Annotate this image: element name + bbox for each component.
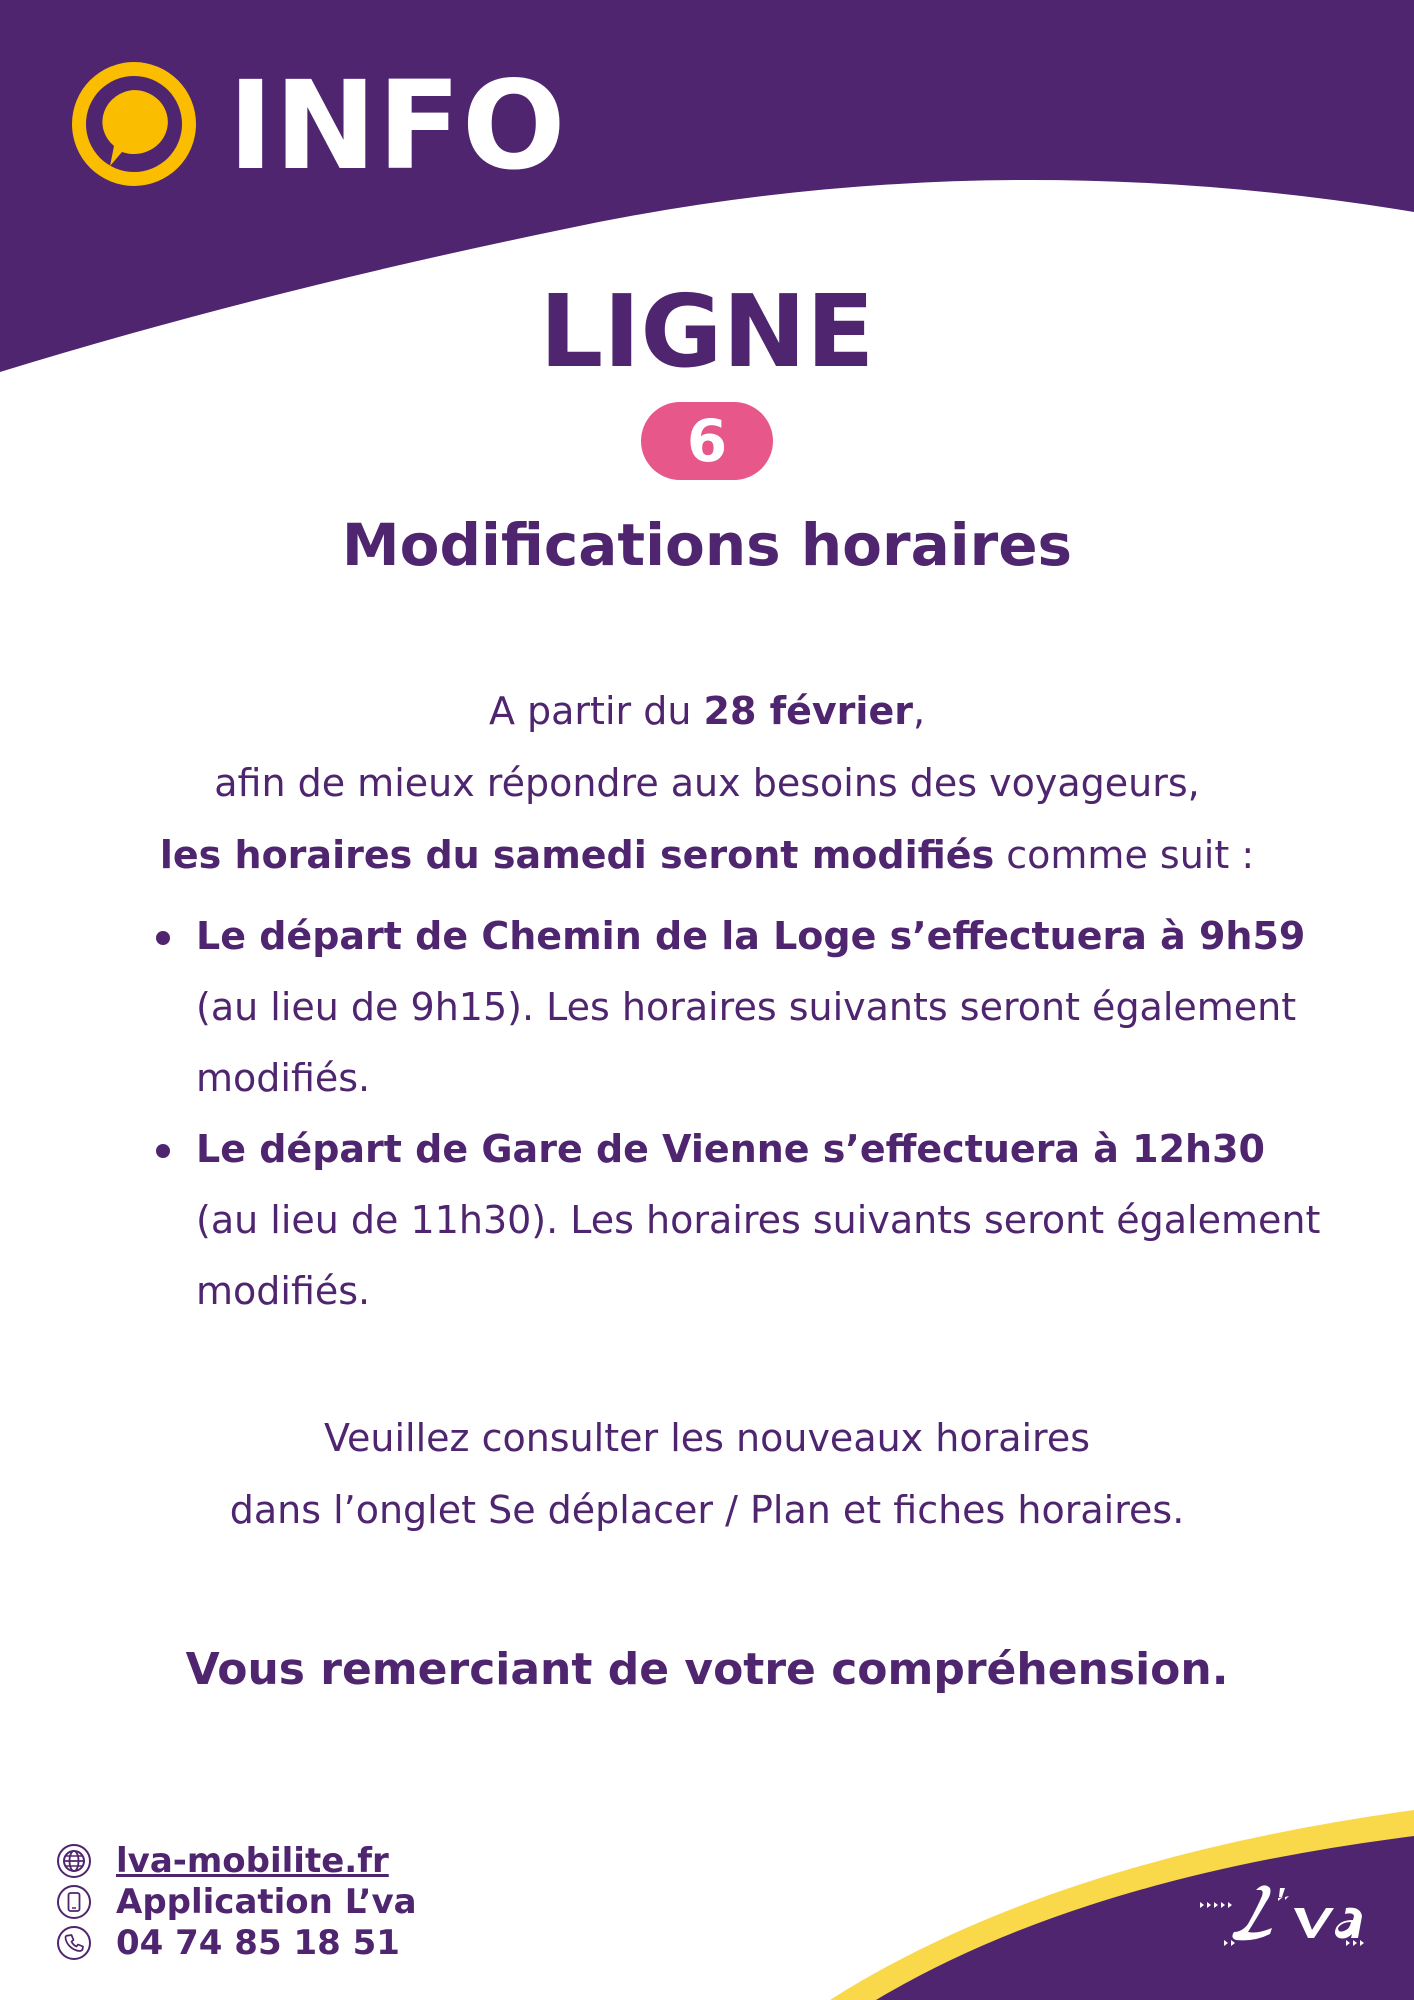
intro-date: 28 février xyxy=(703,689,913,733)
phone-icon xyxy=(56,1925,92,1961)
intro-rest: comme suit : xyxy=(994,833,1255,877)
phone-row xyxy=(56,1922,417,1963)
intro-comma: , xyxy=(912,689,926,733)
list-item xyxy=(144,1114,1344,1327)
list-item-bold: Le départ de Chemin de la Loge s’effectuera à 9h59 xyxy=(196,914,1306,958)
intro-line-1 xyxy=(80,675,1334,747)
intro-line-3 xyxy=(80,819,1334,891)
list-item-text: (au lieu de 9h15). Les horaires suivants seront également modifiés. xyxy=(196,985,1297,1100)
website-row xyxy=(56,1840,417,1881)
app-name: Application L’va xyxy=(116,1881,417,1922)
app-row xyxy=(56,1881,417,1922)
thanks-message: Vous remerciant de votre compréhension. xyxy=(185,1644,1229,1695)
intro-line-2: afin de mieux répondre aux besoins des voyageurs, xyxy=(214,761,1200,805)
intro-highlight: les horaires du samedi seront modifiés xyxy=(159,833,995,877)
intro-prefix: A partir du xyxy=(488,689,704,733)
lva-logo xyxy=(1196,1878,1372,1968)
intro-paragraph xyxy=(80,675,1334,891)
consult-line-2: dans l’onglet Se déplacer / Plan et fiches horaires. xyxy=(229,1488,1185,1532)
contact-block xyxy=(56,1840,417,1963)
list-item-bold: Le départ de Gare de Vienne s’effectuera à 12h30 xyxy=(196,1127,1265,1171)
website-link[interactable]: lva-mobilite.fr xyxy=(116,1840,389,1881)
globe-icon xyxy=(56,1843,92,1879)
info-bubble-icon xyxy=(66,58,202,194)
list-item xyxy=(144,901,1344,1114)
list-item-text: (au lieu de 11h30). Les horaires suivants seront également modifiés. xyxy=(196,1198,1321,1313)
info-heading: INFO xyxy=(228,55,567,197)
consult-line-1: Veuillez consulter les nouveaux horaires xyxy=(323,1416,1091,1460)
line-number-badge: 6 xyxy=(641,402,773,480)
ligne-heading: LIGNE xyxy=(539,273,875,390)
bullet-dot xyxy=(156,1144,170,1158)
phone-number: 04 74 85 18 51 xyxy=(116,1922,400,1963)
consult-paragraph xyxy=(80,1402,1334,1546)
bullet-dot xyxy=(156,931,170,945)
page-subtitle: Modifications horaires xyxy=(341,511,1073,579)
smartphone-icon xyxy=(56,1884,92,1920)
changes-list xyxy=(144,901,1344,1327)
